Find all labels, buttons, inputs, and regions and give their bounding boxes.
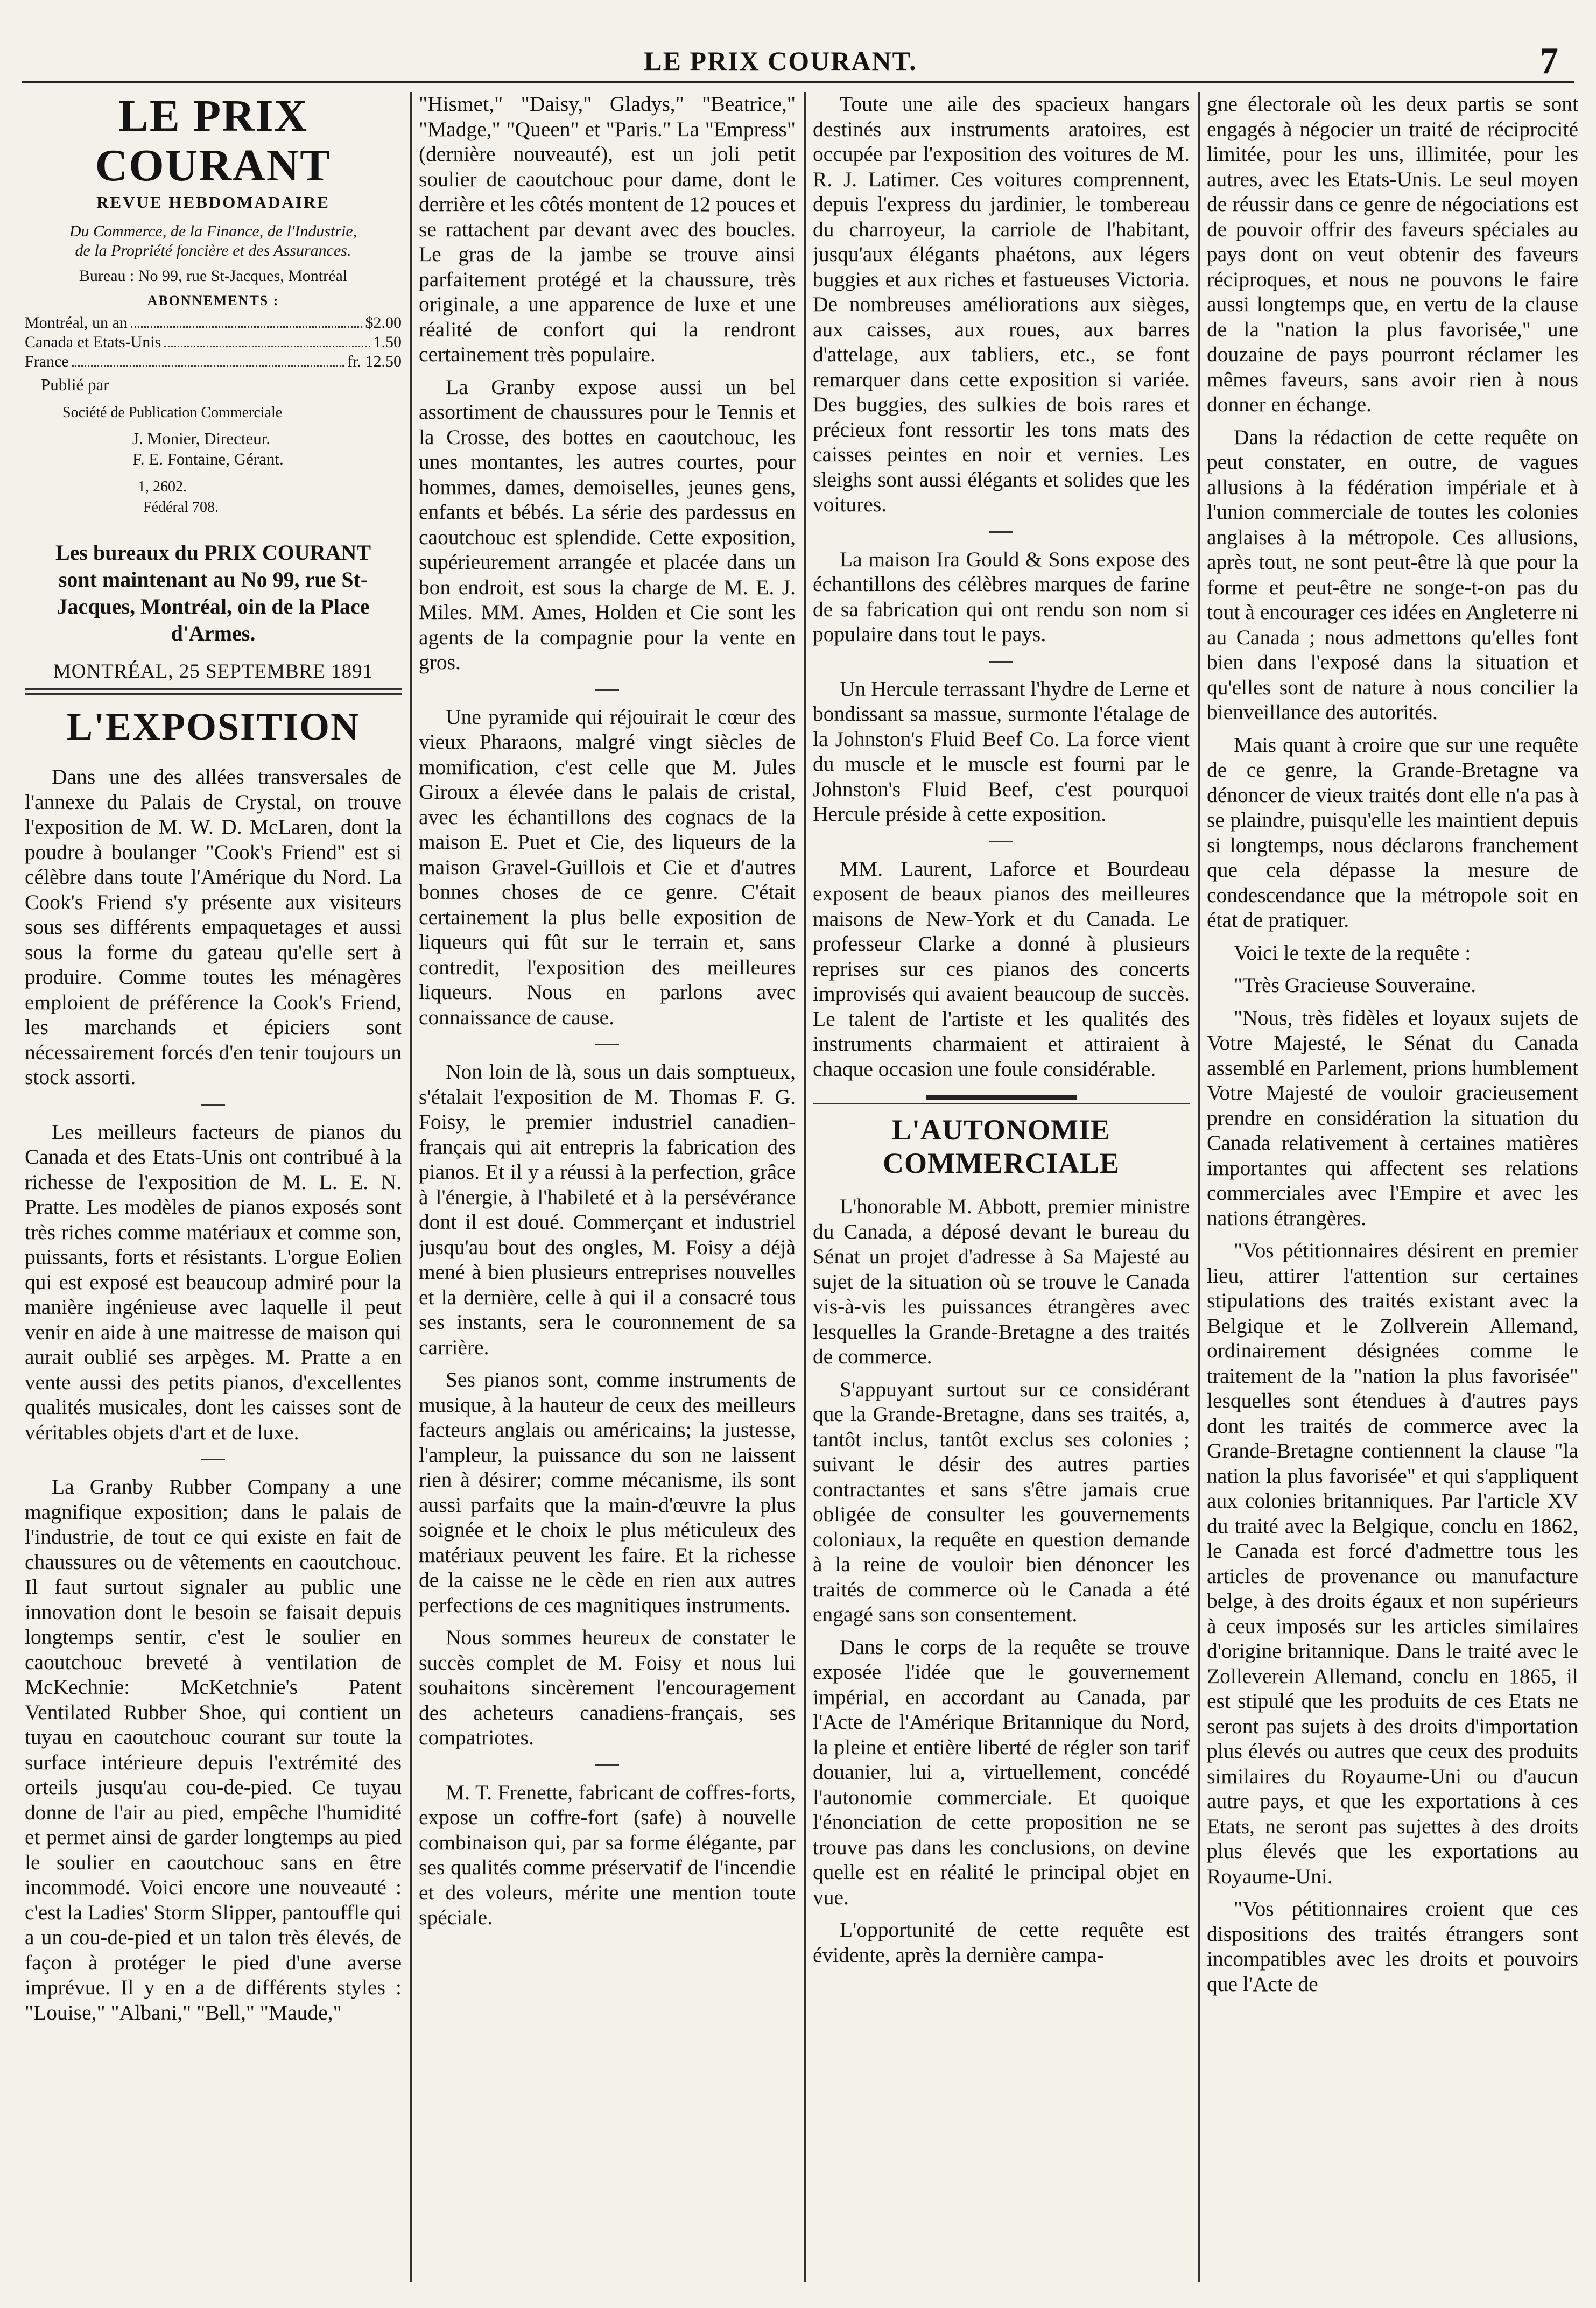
phone-federal: Fédéral 708. xyxy=(143,499,219,516)
masthead-desc-line: de la Propriété foncière et des Assurances. xyxy=(75,242,351,259)
masthead-title: LE PRIX COURANT xyxy=(95,92,332,191)
section-divider xyxy=(926,1095,1077,1100)
column-rule xyxy=(1198,92,1200,2282)
bureau-address: Bureau : No 99, rue St-Jacques, Montréal xyxy=(79,267,348,285)
page-number: 7 xyxy=(1539,40,1558,82)
subscription-amount: fr. 12.50 xyxy=(347,353,402,370)
publisher-name: Société de Publication Commerciale xyxy=(62,404,283,421)
article-paragraph: L'honorable M. Abbott, premier ministre du Canada, a déposé devant le bureau du Sénat un projet d'adresse à Sa Majesté au sujet de la situation où se trouve le Canada vis-à-vis les puissances étrangères avec lesquelles la Grande-Bretagne a des traités de commerce. xyxy=(813,1194,1190,1368)
column-rule xyxy=(410,92,412,2282)
article-paragraph: Un Hercule terrassant l'hydre de Lerne et bondissant sa massue, surmonte l'étalage de la Johnston's Fluid Beef Co. La force vient du muscle et le muscle est fourni par le Johnston's Fluid Beef, c'est pourquoi Hercule préside à cette exposition. xyxy=(813,677,1190,826)
article-paragraph: "Nous, très fidèles et loyaux sujets de Votre Majesté, le Sénat du Canada assemblé en Parlement, prions humblement Votre Majesté de vouloir gracieusement prendre en considération la situation du Canada relativement à certaines matières importantes qui affectent ses relations commerciales avec l'Empire et avec les nations étrangères. xyxy=(1207,1005,1578,1230)
article-paragraph: La Granby Rubber Company a une magnifique exposition; dans le palais de l'industrie, de tout ce qui existe en fait de chaussures ou de vêtements en caoutchouc. Il faut surtout signaler au public une innovation dont le besoin se faisait depuis longtemps sentir, c'est le soulier en caoutchouc breveté à ventilation de McKechnie: McKetchnie's Patent Ventilated Rubber Shoe, qui contient un tuyau en caoutchouc courant sur toute la surface intérieure depuis l'extrémité des orteils jusqu'au cou-de-pied. Ce tuyau donne de l'air au pied, empêche l'humidité et permet ainsi de garder longtemps au pied le soulier en caoutchouc sans en être incommodé. Voici encore une nouveauté : c'est la Ladies' Storm Slipper, pantouffle qui a un cou-de-pied et un talon très élevés, de façon à protéger le pied d'une averse imprévue. Il y en a de différents styles : "Louise," "Albani," "Bell," "Maude," xyxy=(25,1475,402,2024)
article-paragraph: Mais quant à croire que sur une requête de ce genre, la Grande-Bretagne va dénoncer de vieux traités dont elle n'a pas à se plaindre, puisqu'elle les maintient depuis si longtemps, nous déclarons franchement que cela dépasse la mesure de condescendance que la métropole soit en état de pratiquer. xyxy=(1207,733,1578,932)
paragraph-separator xyxy=(595,1044,619,1045)
article-paragraph: Dans le corps de la requête se trouve exposée l'idée que le gouvernement impérial, en accordant au Canada, par l'Acte de l'Amérique Britannique du Nord, la pleine et entière liberté de régler son tarif douanier, lui a, virtuellement, concédé l'autonomie commerciale. Et quoique l'énonciation de cette proposition ne se trouve pas dans les conclusions, on devine quelle est en réalité le principal objet en vue. xyxy=(813,1635,1190,1909)
paragraph-separator xyxy=(989,841,1013,842)
article-paragraph: Nous sommes heureux de constater le succès complet de M. Foisy et nous lui souhaitons sincèrement l'encouragement des acheteurs canadiens-français, ses compatriotes. xyxy=(419,1626,796,1749)
subscription-row xyxy=(25,313,402,333)
paragraph-separator xyxy=(595,689,619,691)
subscriptions-title: ABONNEMENTS : xyxy=(147,293,279,308)
article-paragraph: Toute une aile des spacieux hangars destinés aux instruments aratoires, est occupée par l'exposition des voitures de M. R. J. Latimer. Ces voitures comprennent, depuis l'express du jardinier, le tombereau du charroyeur, la carriole de l'habitant, jusqu'aux élégants phaétons, aux légers buggies et aux riches et fastueuses Victoria. De nombreuses améliorations aux sièges, aux caisses, aux roues, aux barres d'attelage, aux tabliers, etc., se font remarquer dans cette exposition si variée. Des buggies, des sulkies de bois rares et précieux font ressortir les tons mats des caisses peintes en noir et vernies. Les sleighs sont aussi élégants et solides que les voitures. xyxy=(813,92,1190,516)
subscription-row xyxy=(25,352,402,371)
masthead-subtitle: REVUE HEBDOMADAIRE xyxy=(96,193,330,212)
article-paragraph: "Très Gracieuse Souveraine. xyxy=(1234,973,1477,997)
article-paragraph: La Granby expose aussi un bel assortiment de chaussures pour le Tennis et la Crosse, des bottes en caoutchouc, les unes montantes, les autres courtes, pour hommes, dames, demoiselles, jeunes gens, enfants et bébés. La série des pardessus en caoutchouc est splendide. Cette exposition, supérieurement arrangée et placée dans un bon endroit, est sous la charge de M. E. J. Miles. MM. Ames, Holden et Cie sont les agents de la compagnie pour la vente en gros. xyxy=(419,375,796,674)
article-paragraph: M. T. Frenette, fabricant de coffres-forts, expose un coffre-fort (safe) à nouvelle combinaison qui, par sa forme élégante, par ses qualités comme préservatif de l'incendie et des voleurs, mérite une mention toute spéciale. xyxy=(419,1780,796,1929)
paragraph-separator xyxy=(201,1104,225,1106)
article-paragraph: Non loin de là, sous un dais somptueux, s'étalait l'exposition de M. Thomas F. G. Foisy, le premier industriel canadien-français qui ait entrepris la fabrication des pianos. Et il y a réussi à la perfection, grâce à l'énergie, à l'habileté et à la persévérance dont il est doué. Commerçant et industriel jusqu'au bout des ongles, M. Foisy a déjà mené à bien plusieurs entreprises nouvelles et la dernière, celle à qui il a consacré tous ses instants, sera le couronnement de sa carrière. xyxy=(419,1060,796,1359)
paragraph-separator xyxy=(989,531,1013,533)
column-2 xyxy=(419,92,796,2288)
running-header: LE PRIX COURANT. xyxy=(644,46,917,76)
article-paragraph: La maison Ira Gould & Sons expose des échantillons des célèbres marques de farine de sa fabrication qui ont rendu son nom si populaire dans tout le pays. xyxy=(813,547,1190,646)
subscription-amount: 1.50 xyxy=(373,333,402,351)
publisher-intro: Publié par xyxy=(41,375,109,394)
phone-bell: 1, 2602. xyxy=(138,479,187,495)
article-paragraph: Les meilleurs facteurs de pianos du Canada et des Etats-Unis ont contribué à la richesse de l'exposition de M. L. E. N. Pratte. Les modèles de pianos exposés sont très riches comme matériaux et comme son, puissants, forts et résistants. L'orgue Eolien qui est exposé est beaucoup admiré pour la manière ingénieuse avec laquelle il peut venir en aide à une maitresse de maison qui aurait oublié ses arpèges. M. Pratte a en vente aussi des petits pianos, d'excellentes qualités musicales, dont les caisses sont de véritables objets d'art et de luxe. xyxy=(25,1120,402,1444)
office-notice: Les bureaux du PRIX COURANT sont maintenant au No 99, rue St-Jacques, Montréal, oin de la Place d'Armes. xyxy=(55,540,371,645)
article-paragraph: Dans la rédaction de cette requête on peut constater, en outre, de vagues allusions à la fédération impériale et à l'union commerciale de toutes les colonies anglaises à la métropole. Ces allusions, après tout, ne sont peut-être là que pour la forme et peut-être ne songe-t-on pas du tout à encourager ces idées en Angleterre ni au Canada ; nous admettons qu'elles font bien dans l'exposé dans la situation et qu'elles sont de nature à nous concilier la bienveillance des autorités. xyxy=(1207,425,1578,724)
column-3 xyxy=(813,92,1190,2288)
subscription-label: France xyxy=(25,353,69,370)
masthead-desc-line: Du Commerce, de la Finance, de l'Industrie, xyxy=(69,222,357,240)
article-paragraph: "Vos pétitionnaires croient que ces dispositions des traités étrangers sont incompatibles avec les droits et pouvoirs que l'Acte de xyxy=(1207,1897,1578,1996)
article-paragraph: Une pyramide qui réjouirait le cœur des vieux Pharaons, malgré vingt siècles de momification, c'est celle que M. Jules Giroux a élevée dans le palais de cristal, avec les échantillons des cognacs de la maison E. Puet et Cie, des liqueurs de la maison Gravel-Guillois et Cie et d'autres bonnes choses de ce genre. C'était certainement la plus belle exposition de liqueurs qui fût sur le terrain et, sans contredit, l'exposition des meilleures liqueurs. Nous en parlons avec connaissance de cause. xyxy=(419,705,796,1029)
subscription-amount: $2.00 xyxy=(365,314,402,332)
column-rule xyxy=(804,92,806,2282)
article-paragraph: MM. Laurent, Laforce et Bourdeau exposent de beaux pianos des meilleures maisons de New-York et du Canada. Le professeur Clarke a donné à plusieurs reprises sur ces pianos des concerts improvisés qui avaient beaucoup de succès. Le talent de l'artiste et les qualités des instruments charmaient et attiraient à chaque occasion une foule considérable. xyxy=(813,856,1190,1081)
article-paragraph: S'appuyant surtout sur ce considérant que la Grande-Bretagne, dans ses traités, a, tantôt inclus, tantôt exclus ses colonies ; suivant le désir des autres parties contractantes et sans s'être jamais crue obligée de consulter les gouvernements coloniaux, la requête en question demande à la reine de vouloir bien dénoncer les traités de commerce où le Canada a été engagé sans son consentement. xyxy=(813,1377,1190,1626)
dateline: MONTRÉAL, 25 SEPTEMBRE 1891 xyxy=(53,660,374,682)
article-paragraph: Ses pianos sont, comme instruments de musique, à la hauteur de ceux des meilleurs facteurs anglais ou américains; la justesse, l'ampleur, la puissance du son ne laissent rien à désirer; comme mécanisme, ils sont aussi parfaits que la main-d'œuvre la plus soignée et le choix le plus méticuleux des matériaux peuvent les faire. Et la richesse de la caisse ne le cède en rien aux autres perfections de ces magnitiques instruments. xyxy=(419,1368,796,1617)
article-paragraph: Dans une des allées transversales de l'annexe du Palais de Crystal, on trouve l'exposition de M. W. D. McLaren, dont la poudre à boulanger "Cook's Friend" est si célèbre dans toute l'Amérique du Nord. La Cook's Friend s'y présente aux visiteurs sous ses différents empaquetages et aussi sous la forme du gateau qu'elle sert à produire. Comme toutes les ménagères emploient de préférence la Cook's Friend, les marchands et épiciers sont nécessairement forcés d'en tenir toujours un stock assorti. xyxy=(25,765,402,1089)
header-rule xyxy=(22,81,1574,83)
manager-name: F. E. Fontaine, Gérant. xyxy=(132,449,284,468)
subscription-label: Canada et Etats-Unis xyxy=(25,333,161,351)
masthead-divider xyxy=(25,693,402,695)
subscription-label: Montréal, un an xyxy=(25,314,128,332)
article-title: L'EXPOSITION xyxy=(66,705,360,748)
masthead-divider xyxy=(25,688,402,690)
article-paragraph: "Hismet," "Daisy," Gladys," "Beatrice," "Madge," "Queen" et "Paris." La "Empress" (dernière nouveauté), est un joli petit soulier de caoutchouc pour dame, dont le derrière et les côtés montent de 12 pouces et se rattachent par devant avec des boucles. Le gras de la jambe se trouve ainsi parfaitement protégé et la chaussure, très originale, a une apparence de luxe et une réalité de confort qui la rendront certainement très populaire. xyxy=(419,92,796,366)
article-paragraph: gne électorale où les deux partis se sont engagés à négocier un traité de réciprocité limitée, pour les uns, illimitée, pour les autres, avec les Etats-Unis. Le seul moyen de réussir dans ce genre de négociations est de pouvoir offrir des faveurs spéciales au pays dont on veut obtenir des faveurs réciproques, et nous ne pouvons le faire aussi longtemps que, en vertu de la clause de la "nation la plus favorisée," une douzaine de pays pourront réclamer les mêmes faveurs, sans avoir rien à nous donner en échange. xyxy=(1207,92,1578,416)
paragraph-separator xyxy=(989,661,1013,663)
paragraph-separator xyxy=(201,1459,225,1460)
article-title: L'AUTONOMIE COMMERCIALE xyxy=(883,1114,1120,1179)
director-name: J. Monier, Directeur. xyxy=(132,429,271,448)
article-paragraph: "Vos pétitionnaires désirent en premier lieu, attirer l'attention sur certaines stipulations des traités existant avec la Belgique et le Zollverein Allemand, ordinairement désignées comme le traitement de la "nation la plus favorisée" lesquelles sont étendues à d'autres pays dont les traités de commerce avec la Grande-Bretagne contiennent la clause "la nation la plus favorisée" et qui s'appliquent aux colonies britanniques. Par l'article XV du traité avec la Belgique, conclu en 1862, le Canada est forcé d'admettre tous les articles de provenance ou manufacture belge, à des droits égaux et non supérieurs à ceux imposés sur les articles similaires d'origine britannique. Dans le traité avec le Zolleverein Allemand, conclu en 1865, il est stipulé que les produits de ces Etats ne seront pas sujets à des droits d'importation plus élevés ou autres que ceux des produits similaires du Royaume-Uni ou d'aucun autre pays, et que les exportations à ces Etats, ne seront pas sujettes à des droits plus élevés que les exportations au Royaume-Uni. xyxy=(1207,1239,1578,1888)
column-4 xyxy=(1207,92,1578,2288)
subscription-row xyxy=(25,333,402,352)
article-paragraph: L'opportunité de cette requête est évidente, après la dernière campa- xyxy=(813,1918,1190,1967)
column-1 xyxy=(25,92,402,2288)
article-paragraph: Voici le texte de la requête : xyxy=(1234,940,1471,965)
subscriptions-list xyxy=(25,313,402,371)
masthead xyxy=(25,92,402,683)
masthead-description xyxy=(25,222,402,261)
section-divider-thin xyxy=(813,1103,1190,1104)
paragraph-separator xyxy=(595,1764,619,1766)
